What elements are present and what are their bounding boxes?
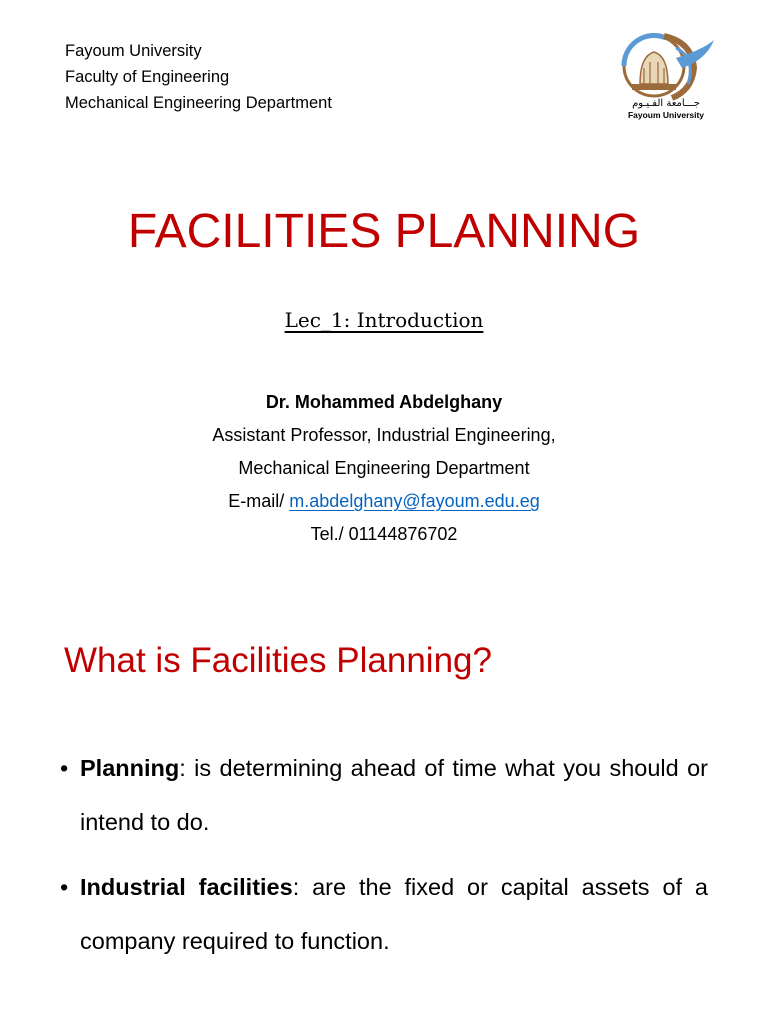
university-seal-icon — [606, 28, 722, 122]
definition-list — [60, 742, 708, 980]
logo-arabic-caption: جـــامعة الفـيـوم — [632, 98, 700, 109]
definition-text: : are the fixed or capital assets of a company required to function. — [80, 874, 708, 954]
logo-english-caption: Fayoum University — [627, 110, 705, 120]
definition-term: Industrial facilities — [80, 874, 293, 900]
author-name: Dr. Mohammed Abdelghany — [265, 392, 503, 412]
email-link[interactable]: m.abdelghany@fayoum.edu.eg — [289, 491, 540, 511]
university-name: Fayoum University — [65, 42, 202, 60]
lecture-subtitle — [0, 306, 768, 334]
bullet-icon: • — [60, 755, 69, 781]
author-position: Assistant Professor, Industrial Engineering, — [212, 425, 556, 445]
author-department: Mechanical Engineering Department — [238, 458, 530, 478]
lecture-subtitle-text: Lec_1: Introduction — [284, 308, 484, 332]
definition-text: : is determining ahead of time what you should or intend to do. — [80, 755, 708, 835]
author-email-line — [0, 485, 768, 518]
list-item — [60, 861, 708, 968]
department-name: Mechanical Engineering Department — [65, 94, 332, 112]
list-item — [60, 742, 708, 849]
author-phone: Tel./ 01144876702 — [310, 524, 458, 544]
definition-term: Planning — [80, 755, 180, 781]
bullet-icon: • — [60, 874, 69, 900]
institution-header — [65, 38, 332, 116]
faculty-name: Faculty of Engineering — [65, 68, 230, 86]
page-title: FACILITIES PLANNING — [127, 205, 641, 258]
email-label: E-mail/ — [228, 491, 290, 511]
section-heading: What is Facilities Planning? — [64, 641, 492, 680]
author-info — [0, 386, 768, 551]
